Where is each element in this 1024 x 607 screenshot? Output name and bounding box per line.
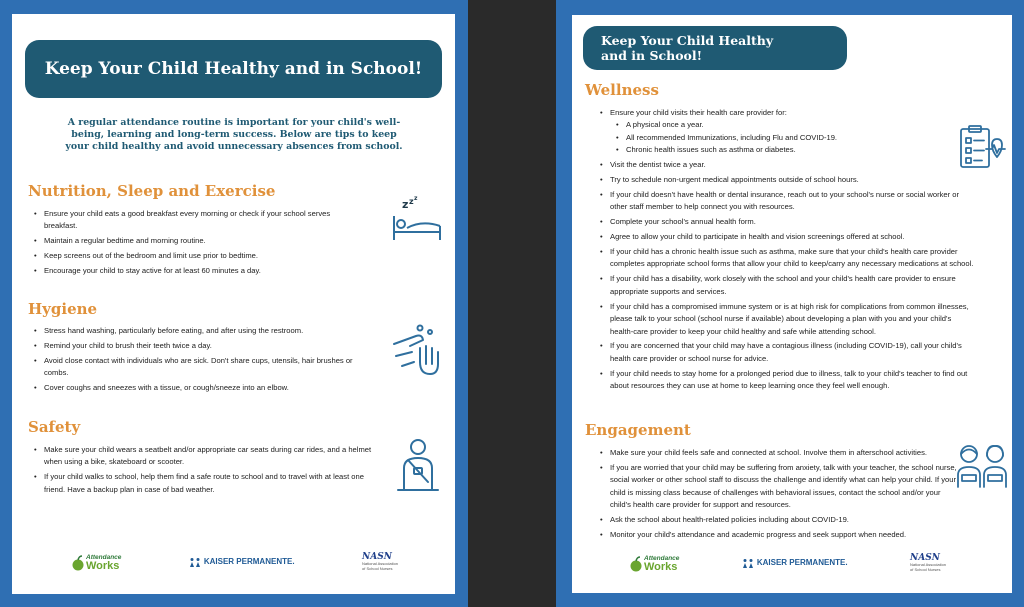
list-item: • If your child has a compromised immune system or is at high risk for complications from common illnesses, please talk to your school (school nurse if available) about developing a plan with you and your child's health-care provider to keep your child healthy and safe while attending school. — [598, 301, 976, 338]
attendance-works-logo: Attendance Works — [630, 554, 679, 572]
svg-text:z: z — [414, 195, 418, 202]
two-children-icon — [956, 443, 1008, 489]
health-checklist-icon — [958, 125, 1006, 171]
list-item: • If your child has a chronic health issue such as asthma, make sure that your child's health care provider completes appropriate school forms that allow your child to keep/carry any necessary medications at school. — [598, 246, 976, 271]
right-page-title: Keep Your Child Healthy and in School! — [583, 26, 847, 70]
hygiene-list — [32, 325, 354, 395]
sleeping-bed-icon — [390, 194, 444, 244]
wellness-list — [598, 107, 976, 393]
nutrition-list — [32, 208, 354, 278]
list-item: • If you are concerned that your child may have a contagious illness (including COVID-19), call your child's health care provider or school nurse for advice. — [598, 340, 976, 365]
section-title-safety: Safety — [28, 418, 81, 436]
list-item: • Ensure your child visits their health care provider for: — [598, 107, 976, 119]
list-item: • Make sure your child wears a seatbelt and/or appropriate car seats during car rides, and a helmet when using a bike, skateboard or scooter. — [32, 444, 372, 469]
left-footer-logos — [72, 552, 402, 571]
hand-washing-icon — [390, 322, 444, 378]
list-item: • Avoid close contact with individuals who are sick. Don't share cups, utensils, hair brushes or combs. — [32, 355, 354, 380]
nasn-logo: NASN National Association of School Nurses — [910, 553, 947, 572]
list-item: • Maintain a regular bedtime and morning routine. — [32, 235, 354, 247]
apple-icon — [630, 556, 642, 572]
section-title-hygiene: Hygiene — [28, 300, 98, 318]
section-title-nutrition: Nutrition, Sleep and Exercise — [28, 182, 276, 200]
list-item: • If your child has a disability, work closely with the school and your child's health care provider to ensure appropriate supports and services. — [598, 273, 976, 298]
right-page — [572, 15, 1012, 593]
list-item: • All recommended Immunizations, including Flu and COVID-19. — [598, 132, 976, 144]
list-item: • Ask the school about health-related policies including about COVID-19. — [598, 514, 960, 526]
svg-text:z: z — [409, 197, 414, 206]
left-page-title: Keep Your Child Healthy and in School! — [25, 40, 442, 98]
list-item: • Keep screens out of the bedroom and limit use prior to bedtime. — [32, 250, 354, 262]
list-item: • If you are worried that your child may be suffering from anxiety, talk with your teacher, the school nurse, social worker or other school staff to discuss the challenge and identify what can help your child. If your child is missing class because of challenges with behavioral issues, contact the school and/or your child's health care provider for support and resources. — [598, 462, 960, 512]
list-item: • Chronic health issues such as asthma or diabetes. — [598, 144, 976, 156]
nasn-logo: NASN National Association of School Nurses — [362, 552, 399, 571]
list-item: • Agree to allow your child to participate in health and vision screenings offered at school. — [598, 231, 976, 243]
list-item: • Encourage your child to stay active for at least 60 minutes a day. — [32, 265, 354, 277]
list-item: • Try to schedule non-urgent medical appointments outside of school hours. — [598, 174, 976, 186]
attendance-works-logo: Attendance Works — [72, 553, 121, 571]
intro-text: A regular attendance routine is important for your child's well-being, learning and long-term success. Below are tips to keep your child healthy and avoid unnecessary absences from school. — [65, 117, 403, 152]
right-footer-logos — [630, 553, 950, 572]
kaiser-symbol-icon — [189, 557, 201, 567]
engagement-list — [598, 447, 960, 541]
list-item: • A physical once a year. — [598, 119, 976, 131]
list-item: • If your child needs to stay home for a prolonged period due to illness, talk to your child's teacher to find out about resources they can use at home to keep learning once they feel well enough. — [598, 368, 976, 393]
list-item: • Monitor your child's attendance and academic progress and seek support when needed. — [598, 529, 960, 541]
kaiser-symbol-icon — [742, 558, 754, 568]
list-item: • Visit the dentist twice a year. — [598, 159, 976, 171]
list-item: • If your child doesn't have health or dental insurance, reach out to your school's nurse or social worker or other staff member to help connect you with resources. — [598, 189, 976, 214]
list-item: • If your child walks to school, help them find a safe route to school and to travel with at least one friend. Have a backup plan in case of bad weather. — [32, 471, 372, 496]
svg-text:z: z — [402, 198, 409, 211]
list-item: • Make sure your child feels safe and connected at school. Involve them in afterschool activities. — [598, 447, 960, 459]
list-item: • Remind your child to brush their teeth twice a day. — [32, 340, 354, 352]
list-item: • Complete your school's annual health form. — [598, 216, 976, 228]
section-title-wellness: Wellness — [585, 81, 659, 99]
kaiser-permanente-logo: KAISER PERMANENTE. — [742, 558, 848, 568]
seatbelt-person-icon — [396, 438, 440, 494]
section-title-engagement: Engagement — [585, 421, 691, 439]
apple-icon — [72, 555, 84, 571]
list-item: • Ensure your child eats a good breakfast every morning or check if your school serves breakfast. — [32, 208, 354, 233]
safety-list — [32, 444, 372, 496]
left-page — [12, 14, 455, 594]
list-item: • Stress hand washing, particularly before eating, and after using the restroom. — [32, 325, 354, 337]
list-item: • Cover coughs and sneezes with a tissue, or cough/sneeze into an elbow. — [32, 382, 354, 394]
kaiser-permanente-logo: KAISER PERMANENTE. — [189, 557, 295, 567]
center-divider — [468, 0, 556, 607]
